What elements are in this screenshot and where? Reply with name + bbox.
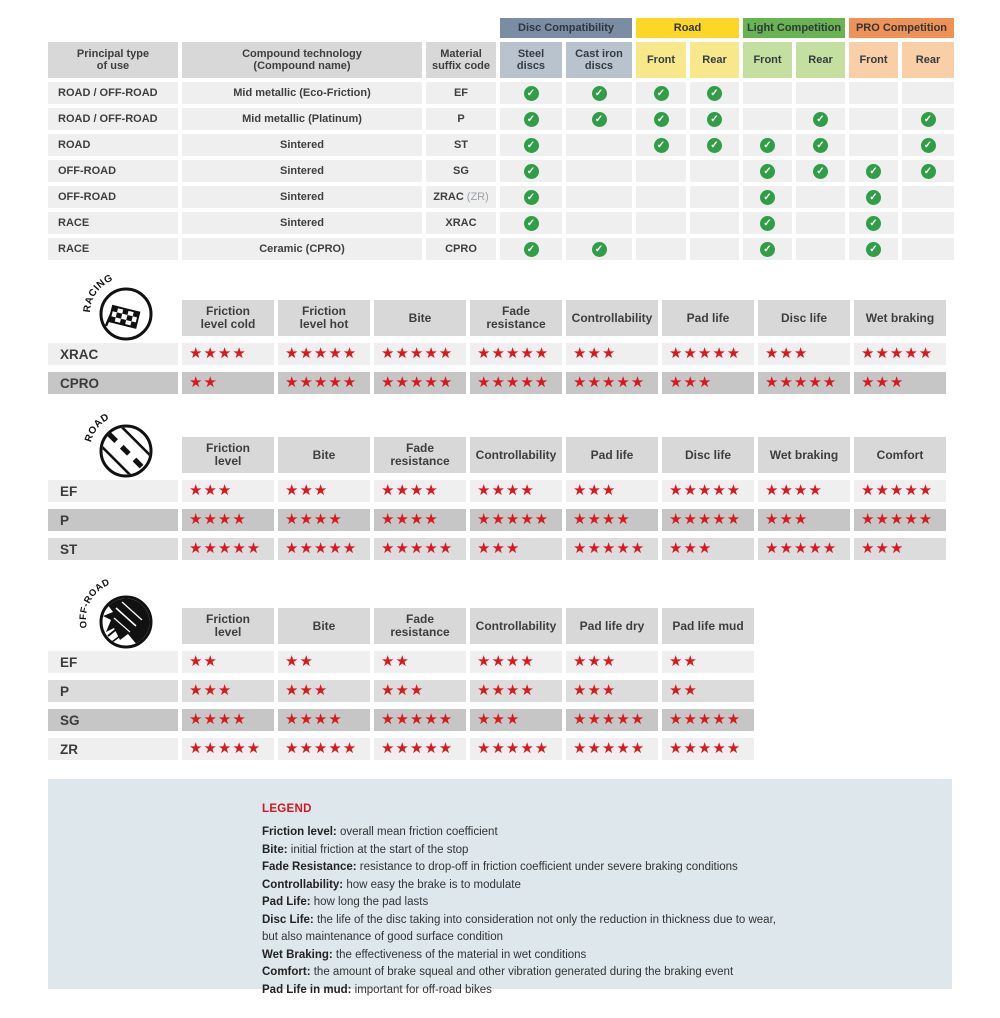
check-cell — [743, 82, 792, 104]
legend-item: Pad Life in mud: important for off-road bikes — [262, 983, 492, 996]
check-cell — [743, 212, 792, 234]
racing-row-label: CPRO — [48, 372, 178, 394]
legend-item: Bite: initial friction at the start of the stop — [262, 843, 469, 856]
star-rating-cell: ★★ — [278, 651, 370, 673]
road-header-2: Fade resistance — [374, 437, 466, 473]
checkmark-icon: ✓ — [921, 164, 936, 179]
checkmark-icon: ✓ — [707, 138, 722, 153]
compat-column-header-1: Compound technology (Compound name) — [182, 42, 422, 78]
check-cell — [566, 238, 632, 260]
offroad-header-0: Friction level — [182, 608, 274, 644]
checkmark-icon: ✓ — [524, 86, 539, 101]
racing-row-label: XRAC — [48, 343, 178, 365]
star-rating-cell: ★★★ — [566, 343, 658, 365]
offroad-row-label: EF — [48, 651, 178, 673]
group-band-0: Disc Compatibility — [500, 18, 632, 38]
check-cell — [849, 212, 898, 234]
legend-item: Disc Life: the life of the disc taking into consideration not only the reduction in thickness due to wear, — [262, 913, 776, 926]
star-rating-cell: ★★★ — [854, 538, 946, 560]
legend-item: Comfort: the amount of brake squeal and other vibration generated during the braking event — [262, 966, 734, 978]
check-cell — [902, 212, 954, 234]
compound-cell: Ceramic (CPRO) — [182, 238, 422, 260]
checkmark-icon: ✓ — [760, 190, 775, 205]
star-rating-cell: ★★★★★ — [374, 709, 466, 731]
checkmark-icon: ✓ — [592, 112, 607, 127]
checkmark-icon: ✓ — [760, 138, 775, 153]
star-rating-cell: ★★★★★ — [854, 343, 946, 365]
racing-header-5: Pad life — [662, 300, 754, 336]
compatibility-table — [48, 18, 954, 260]
check-cell — [902, 238, 954, 260]
compat-column-header-0: Principal type of use — [48, 42, 178, 78]
offroad-table — [48, 608, 952, 760]
compound-cell: Mid metallic (Eco-Friction) — [182, 82, 422, 104]
use-cell: RACE — [48, 212, 178, 234]
compound-cell: Sintered — [182, 186, 422, 208]
checkmark-icon: ✓ — [592, 242, 607, 257]
star-rating-cell: ★★ — [662, 680, 754, 702]
compat-column-header-2: Material suffix code — [426, 42, 496, 78]
star-rating-cell: ★★★★★ — [662, 738, 754, 760]
checkmark-icon: ✓ — [921, 138, 936, 153]
check-cell — [690, 160, 739, 182]
star-rating-cell: ★★★★★ — [470, 343, 562, 365]
checkmark-icon: ✓ — [866, 216, 881, 231]
offroad-section — [48, 576, 952, 760]
star-rating-cell: ★★★★★ — [662, 509, 754, 531]
compound-cell: Sintered — [182, 212, 422, 234]
checkmark-icon: ✓ — [707, 86, 722, 101]
check-cell — [690, 186, 739, 208]
check-cell — [636, 186, 686, 208]
check-cell — [690, 238, 739, 260]
road-header-5: Disc life — [662, 437, 754, 473]
code-cell: ST — [426, 134, 496, 156]
road-header-4: Pad life — [566, 437, 658, 473]
code-cell: ZRAC (ZR) — [426, 186, 496, 208]
road-header-7: Comfort — [854, 437, 946, 473]
code-cell: P — [426, 108, 496, 130]
star-rating-cell: ★★★★ — [470, 680, 562, 702]
offroad-arc-label: OFF-ROAD — [78, 576, 112, 629]
checkmark-icon: ✓ — [654, 138, 669, 153]
star-rating-cell: ★★ — [662, 651, 754, 673]
star-rating-cell: ★★★★ — [470, 480, 562, 502]
check-cell — [743, 160, 792, 182]
checkmark-icon: ✓ — [813, 138, 828, 153]
star-rating-cell: ★★★★★ — [566, 738, 658, 760]
group-subheader-1-0: Front — [636, 42, 686, 78]
check-cell — [636, 134, 686, 156]
star-rating-cell: ★★★★★ — [374, 738, 466, 760]
checkmark-icon: ✓ — [760, 216, 775, 231]
check-cell — [500, 108, 562, 130]
star-rating-cell: ★★★★★ — [758, 538, 850, 560]
star-rating-cell: ★★ — [182, 651, 274, 673]
checkmark-icon: ✓ — [654, 112, 669, 127]
check-cell — [690, 212, 739, 234]
check-cell — [636, 160, 686, 182]
checkmark-icon: ✓ — [524, 242, 539, 257]
check-cell — [743, 238, 792, 260]
code-cell: SG — [426, 160, 496, 182]
racing-header-7: Wet braking — [854, 300, 946, 336]
use-cell: ROAD / OFF-ROAD — [48, 108, 178, 130]
group-band-2: Light Competition — [743, 18, 845, 38]
star-rating-cell: ★★★★★ — [662, 709, 754, 731]
checkmark-icon: ✓ — [866, 164, 881, 179]
star-rating-cell: ★★★★★ — [278, 738, 370, 760]
star-rating-cell: ★★★★ — [374, 480, 466, 502]
code-suffix: (ZR) — [466, 191, 489, 203]
star-rating-cell: ★★★★ — [470, 651, 562, 673]
star-rating-cell: ★★★★★ — [566, 709, 658, 731]
star-rating-cell: ★★★ — [854, 372, 946, 394]
check-cell — [849, 82, 898, 104]
star-rating-cell: ★★★ — [566, 480, 658, 502]
check-cell — [636, 82, 686, 104]
use-cell: RACE — [48, 238, 178, 260]
check-cell — [636, 238, 686, 260]
check-cell — [849, 108, 898, 130]
checkmark-icon: ✓ — [866, 190, 881, 205]
check-cell — [796, 82, 845, 104]
check-cell — [636, 212, 686, 234]
star-rating-cell: ★★★★★ — [374, 372, 466, 394]
check-cell — [902, 108, 954, 130]
star-rating-cell: ★★★★★ — [182, 538, 274, 560]
check-cell — [796, 134, 845, 156]
svg-text:RACING — [82, 273, 115, 313]
group-subheader-3-1: Rear — [902, 42, 954, 78]
star-rating-cell: ★★★★ — [182, 709, 274, 731]
star-rating-cell: ★★★ — [278, 480, 370, 502]
compound-cell: Mid metallic (Platinum) — [182, 108, 422, 130]
road-header-3: Controllability — [470, 437, 562, 473]
star-rating-cell: ★★★★ — [566, 509, 658, 531]
star-rating-cell: ★★★★★ — [278, 343, 370, 365]
star-rating-cell: ★★★★★ — [854, 480, 946, 502]
compound-cell: Sintered — [182, 134, 422, 156]
legend-item: Pad Life: how long the pad lasts — [262, 896, 429, 908]
mud-splatter-icon — [78, 574, 162, 658]
checkmark-icon: ✓ — [592, 86, 607, 101]
star-rating-cell: ★★★★★ — [566, 372, 658, 394]
legend-item: Friction level: overall mean friction coefficient — [262, 826, 498, 838]
checkmark-icon: ✓ — [524, 216, 539, 231]
legend-panel — [48, 779, 952, 996]
racing-header-3: Fade resistance — [470, 300, 562, 336]
star-rating-cell: ★★★★ — [182, 343, 274, 365]
racing-table — [48, 300, 952, 394]
road-arc-label: ROAD — [83, 411, 112, 444]
racing-header-6: Disc life — [758, 300, 850, 336]
check-cell — [500, 186, 562, 208]
checkmark-icon: ✓ — [760, 242, 775, 257]
star-rating-cell: ★★★ — [758, 509, 850, 531]
check-cell — [849, 160, 898, 182]
star-rating-cell: ★★★★ — [758, 480, 850, 502]
legend-item: Controllability: how easy the brake is to modulate — [262, 878, 521, 891]
checkmark-icon: ✓ — [524, 138, 539, 153]
offroad-header-3: Controllability — [470, 608, 562, 644]
group-subheader-1-1: Rear — [690, 42, 739, 78]
star-rating-cell: ★★ — [182, 372, 274, 394]
legend-item: Wet Braking: the effectiveness of the material in wet conditions — [262, 948, 587, 961]
check-cell — [566, 134, 632, 156]
check-cell — [796, 186, 845, 208]
star-rating-cell: ★★★★★ — [278, 372, 370, 394]
group-band-1: Road — [636, 18, 739, 38]
check-cell — [743, 134, 792, 156]
checkmark-icon: ✓ — [813, 112, 828, 127]
star-rating-cell: ★★★★★ — [374, 343, 466, 365]
star-rating-cell: ★★★ — [566, 680, 658, 702]
check-cell — [743, 186, 792, 208]
check-cell — [690, 108, 739, 130]
offroad-row-label: ZR — [48, 738, 178, 760]
code-cell: CPRO — [426, 238, 496, 260]
check-cell — [796, 108, 845, 130]
star-rating-cell: ★★★★★ — [662, 343, 754, 365]
racing-header-2: Bite — [374, 300, 466, 336]
star-rating-cell: ★★★ — [758, 343, 850, 365]
svg-text:OFF-ROAD — [78, 577, 112, 629]
compound-cell: Sintered — [182, 160, 422, 182]
group-subheader-3-0: Front — [849, 42, 898, 78]
check-cell — [500, 238, 562, 260]
check-cell — [500, 134, 562, 156]
road-header-6: Wet braking — [758, 437, 850, 473]
legend-item: but also maintenance of good surface condition — [262, 931, 504, 943]
star-rating-cell: ★★★★★ — [566, 538, 658, 560]
star-rating-cell: ★★★ — [182, 480, 274, 502]
check-cell — [849, 186, 898, 208]
check-cell — [566, 186, 632, 208]
checkmark-icon: ✓ — [760, 164, 775, 179]
svg-text:ROAD — [83, 412, 111, 444]
checkmark-icon: ✓ — [866, 242, 881, 257]
star-rating-cell: ★★★ — [662, 538, 754, 560]
checkmark-icon: ✓ — [813, 164, 828, 179]
star-rating-cell: ★★★★ — [182, 509, 274, 531]
star-rating-cell: ★★ — [374, 651, 466, 673]
star-rating-cell: ★★★ — [470, 538, 562, 560]
check-cell — [690, 134, 739, 156]
check-cell — [902, 160, 954, 182]
offroad-header-5: Pad life mud — [662, 608, 754, 644]
road-section — [48, 411, 952, 560]
check-cell — [796, 212, 845, 234]
group-subheader-2-0: Front — [743, 42, 792, 78]
offroad-row-label: SG — [48, 709, 178, 731]
star-rating-cell: ★★★★★ — [854, 509, 946, 531]
group-subheader-2-1: Rear — [796, 42, 845, 78]
check-cell — [849, 238, 898, 260]
star-rating-cell: ★★★ — [278, 680, 370, 702]
checkered-flag-icon — [78, 266, 162, 350]
check-cell — [500, 212, 562, 234]
star-rating-cell: ★★★★★ — [758, 372, 850, 394]
star-rating-cell: ★★★ — [470, 709, 562, 731]
legend-item: Fade Resistance: resistance to drop-off in friction coefficient under severe braking conditions — [262, 861, 738, 873]
checkmark-icon: ✓ — [524, 112, 539, 127]
checkmark-icon: ✓ — [707, 112, 722, 127]
star-rating-cell: ★★★★★ — [470, 509, 562, 531]
check-cell — [743, 108, 792, 130]
check-cell — [902, 82, 954, 104]
legend-items — [262, 824, 932, 999]
star-rating-cell: ★★★★ — [374, 509, 466, 531]
star-rating-cell: ★★★ — [662, 372, 754, 394]
star-rating-cell: ★★★★★ — [278, 538, 370, 560]
group-band-3: PRO Competition — [849, 18, 954, 38]
check-cell — [690, 82, 739, 104]
star-rating-cell: ★★★ — [374, 680, 466, 702]
racing-header-4: Controllability — [566, 300, 658, 336]
check-cell — [500, 82, 562, 104]
check-cell — [902, 134, 954, 156]
checkmark-icon: ✓ — [654, 86, 669, 101]
road-row-label: ST — [48, 538, 178, 560]
road-row-label: EF — [48, 480, 178, 502]
star-rating-cell: ★★★★★ — [182, 738, 274, 760]
check-cell — [566, 82, 632, 104]
checkmark-icon: ✓ — [524, 190, 539, 205]
legend-title: LEGEND — [262, 803, 312, 815]
racing-header-0: Friction level cold — [182, 300, 274, 336]
star-rating-cell: ★★★★★ — [374, 538, 466, 560]
code-cell: EF — [426, 82, 496, 104]
checkmark-icon: ✓ — [921, 112, 936, 127]
racing-arc-label: RACING — [81, 272, 115, 313]
check-cell — [500, 160, 562, 182]
check-cell — [566, 212, 632, 234]
check-cell — [902, 186, 954, 208]
group-subheader-0-0: Steel discs — [500, 42, 562, 78]
road-header-0: Friction level — [182, 437, 274, 473]
use-cell: ROAD — [48, 134, 178, 156]
use-cell: ROAD / OFF-ROAD — [48, 82, 178, 104]
road-table — [48, 437, 952, 560]
use-cell: OFF-ROAD — [48, 160, 178, 182]
check-cell — [796, 160, 845, 182]
check-cell — [849, 134, 898, 156]
star-rating-cell: ★★★★★ — [470, 738, 562, 760]
road-icon — [78, 403, 162, 487]
star-rating-cell: ★★★★★ — [470, 372, 562, 394]
check-cell — [636, 108, 686, 130]
compat-band-spacer — [48, 18, 496, 38]
check-cell — [796, 238, 845, 260]
check-cell — [566, 108, 632, 130]
star-rating-cell: ★★★★ — [278, 509, 370, 531]
racing-section — [48, 272, 952, 394]
star-rating-cell: ★★★ — [182, 680, 274, 702]
racing-header-1: Friction level hot — [278, 300, 370, 336]
offroad-header-1: Bite — [278, 608, 370, 644]
checkmark-icon: ✓ — [524, 164, 539, 179]
road-header-1: Bite — [278, 437, 370, 473]
code-cell: XRAC — [426, 212, 496, 234]
check-cell — [566, 160, 632, 182]
group-subheader-0-1: Cast iron discs — [566, 42, 632, 78]
use-cell: OFF-ROAD — [48, 186, 178, 208]
offroad-header-4: Pad life dry — [566, 608, 658, 644]
offroad-header-2: Fade resistance — [374, 608, 466, 644]
compatibility-section — [48, 18, 952, 260]
road-row-label: P — [48, 509, 178, 531]
star-rating-cell: ★★★ — [566, 651, 658, 673]
star-rating-cell: ★★★★★ — [662, 480, 754, 502]
star-rating-cell: ★★★★ — [278, 709, 370, 731]
offroad-row-label: P — [48, 680, 178, 702]
